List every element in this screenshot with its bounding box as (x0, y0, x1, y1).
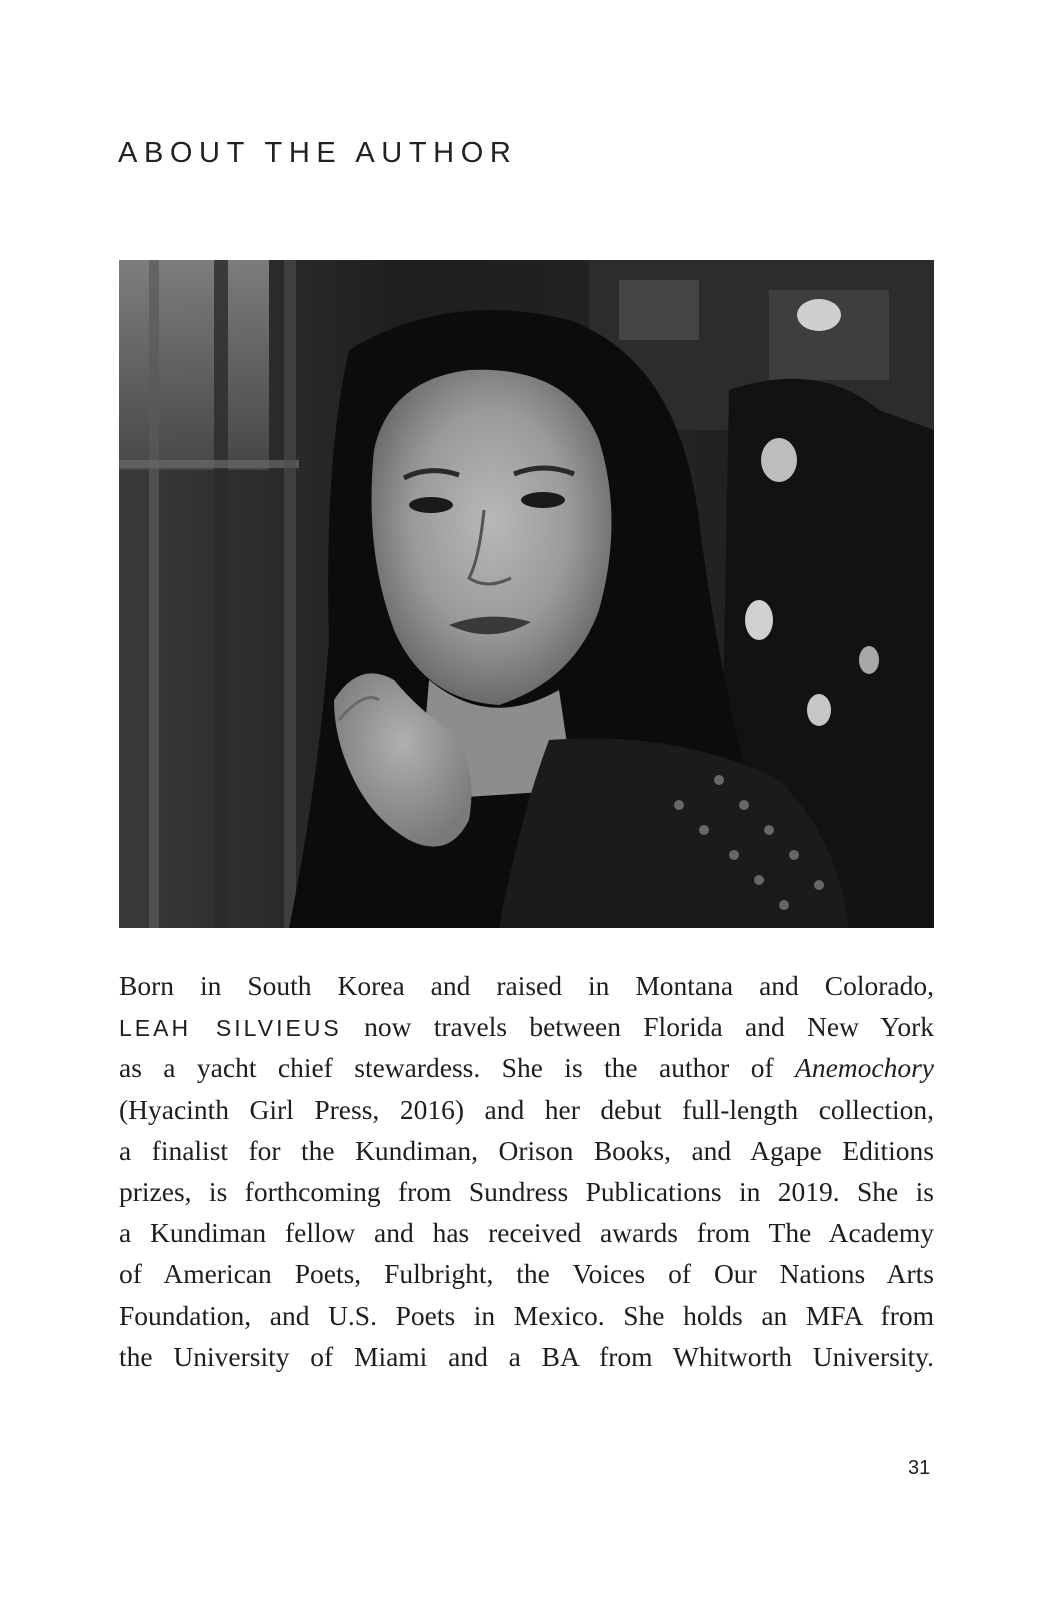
author-photo (119, 260, 934, 928)
bio-text: as a yacht chief stewardess. She is the author of (119, 1052, 774, 1084)
bio-line: (Hyacinth Girl Press, 2016) and her debut full-length collection, (119, 1093, 934, 1125)
bio-line: of American Poets, Fulbright, the Voices of Our Nations Arts (119, 1258, 934, 1290)
bio-line (119, 1006, 934, 1047)
bio-line: a finalist for the Kundiman, Orison Books, and Agape Editions (119, 1134, 934, 1166)
bio-line: prizes, is forthcoming from Sundress Publications in 2019. She is (119, 1175, 934, 1207)
page-heading: ABOUT THE AUTHOR (118, 137, 518, 169)
page-number: 31 (908, 1457, 931, 1479)
bio-text: now travels between Florida and New York (364, 1011, 935, 1043)
author-name: LEAH SILVIEUS (119, 1015, 342, 1042)
bio-line: Born in South Korea and raised in Montana and Colorado, (119, 970, 934, 1001)
bio-line: Foundation, and U.S. Poets in Mexico. She holds an MFA from (119, 1299, 934, 1331)
author-bio (119, 965, 934, 1377)
book-title: Anemochory (795, 1052, 934, 1084)
bio-line: a Kundiman fellow and has received awards from The Academy (119, 1217, 934, 1249)
bio-line: the University of Miami and a BA from Whitworth University. (119, 1340, 934, 1372)
bio-line (119, 1047, 934, 1088)
